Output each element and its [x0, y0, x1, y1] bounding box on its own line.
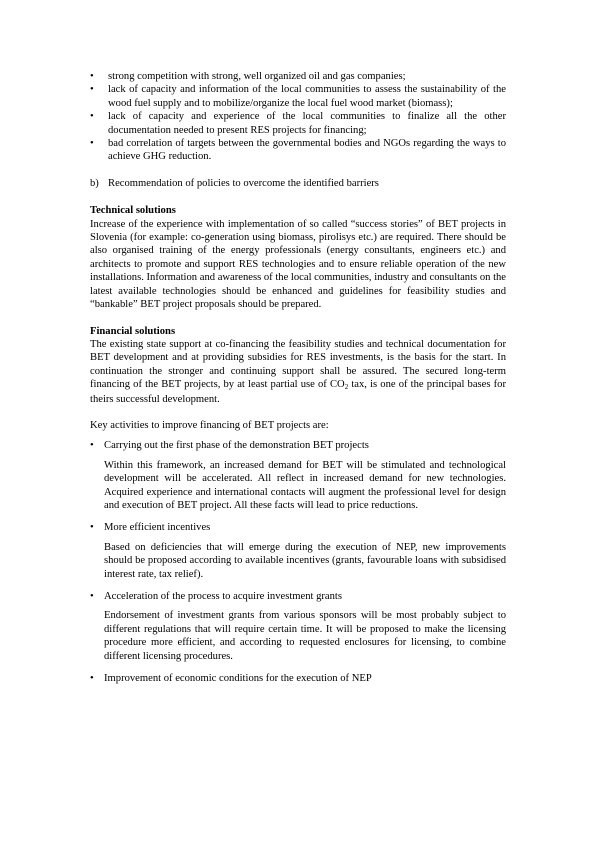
technical-heading: Technical solutions	[90, 205, 176, 217]
bullet-icon: •	[90, 522, 94, 534]
key-activity-title: Improvement of economic conditions for the execution of NEP	[104, 673, 372, 685]
bullet-icon: •	[90, 111, 94, 123]
barrier-text: strong competition with strong, well organized oil and gas companies;	[108, 71, 406, 82]
section-b-title: Recommendation of policies to overcome the identified barriers	[108, 177, 379, 189]
list-item	[90, 110, 506, 137]
technical-body: Increase of the experience with implementation of so called “success stories” of BET projects in Slovenia (for example: co-generation using biomass, pirolisys etc.) are required. There should be also organised training of the energy professionals (energy consultants, engineers etc.) and architects to promote and support RES technologies and to ensure reliable operation of the new installations. Information and awareness of the local communities, industry and consultants on the latest available technologies should be enhanced and guidelines for feasibility studies and “bankable” BET project proposals should be prepared.	[90, 218, 507, 311]
bullet-icon: •	[90, 138, 94, 150]
list-item	[90, 439, 506, 512]
barrier-list	[90, 70, 506, 164]
key-activity-body: Within this framework, an increased demand for BET will be stimulated and technological development will be accelerated. All reflect in increased demand for new technologies. Acquired experience and international contacts will augment the professional level for design and execution of BET project. All these facts will lead to price reductions.	[104, 459, 506, 511]
key-activity-list	[90, 439, 506, 685]
barrier-text: bad correlation of targets between the governmental bodies and NGOs regarding the ways to achieve GHG reduction.	[108, 138, 506, 163]
financial-body	[90, 338, 506, 406]
financial-body-text: The existing state support at co-financing the feasibility studies and technical documentation for BET development and at providing subsidies for RES investments, is the basis for the start. In continuation the stronger and continuing support shall be assured. The secured long-term financing of the BET projects, by at least partial use of CO	[90, 338, 506, 391]
bullet-icon: •	[90, 71, 94, 82]
barrier-text: lack of capacity and experience of the local communities to finalize all the other documentation needed to present RES projects for financing;	[108, 111, 506, 136]
financial-body-subscript: 2	[344, 383, 349, 392]
key-activity-body: Based on deficiencies that will emerge during the execution of NEP, new improvements should be proposed according to available incentives (grants, favourable loans with subsidised interest rate, tax relief).	[104, 541, 506, 580]
bullet-icon: •	[90, 84, 94, 96]
barrier-text: lack of capacity and information of the local communities to assess the sustainability of the wood fuel supply and to mobilize/organize the local fuel wood market (biomass);	[108, 84, 506, 109]
key-activities-intro: Key activities to improve financing of BET projects are:	[90, 419, 329, 431]
list-item	[90, 137, 506, 164]
list-item	[90, 672, 506, 685]
key-activity-title: Carrying out the first phase of the demonstration BET projects	[104, 440, 369, 452]
section-b-label: b)	[90, 177, 99, 189]
list-item	[90, 590, 506, 663]
key-activity-title: More efficient incentives	[104, 522, 211, 534]
section-b-heading	[90, 177, 506, 190]
key-activity-body: Endorsement of investment grants from various sponsors will be most probably subject to different regulations that will require certain time. It will be proposed to make the licensing procedure more efficient, and according to requested enclosures for licensing, to combine different licensing procedures.	[104, 610, 506, 662]
key-activity-title: Acceleration of the process to acquire investment grants	[104, 591, 342, 602]
financial-body-text-end: tax, is one of the principal bases for theirs successful development.	[90, 379, 507, 405]
list-item	[90, 83, 506, 110]
financial-heading: Financial solutions	[90, 325, 176, 337]
list-item	[90, 521, 506, 581]
page-content	[90, 70, 506, 691]
bullet-icon: •	[90, 673, 94, 685]
list-item	[90, 70, 506, 83]
bullet-icon: •	[90, 440, 94, 452]
bullet-icon: •	[90, 591, 94, 602]
